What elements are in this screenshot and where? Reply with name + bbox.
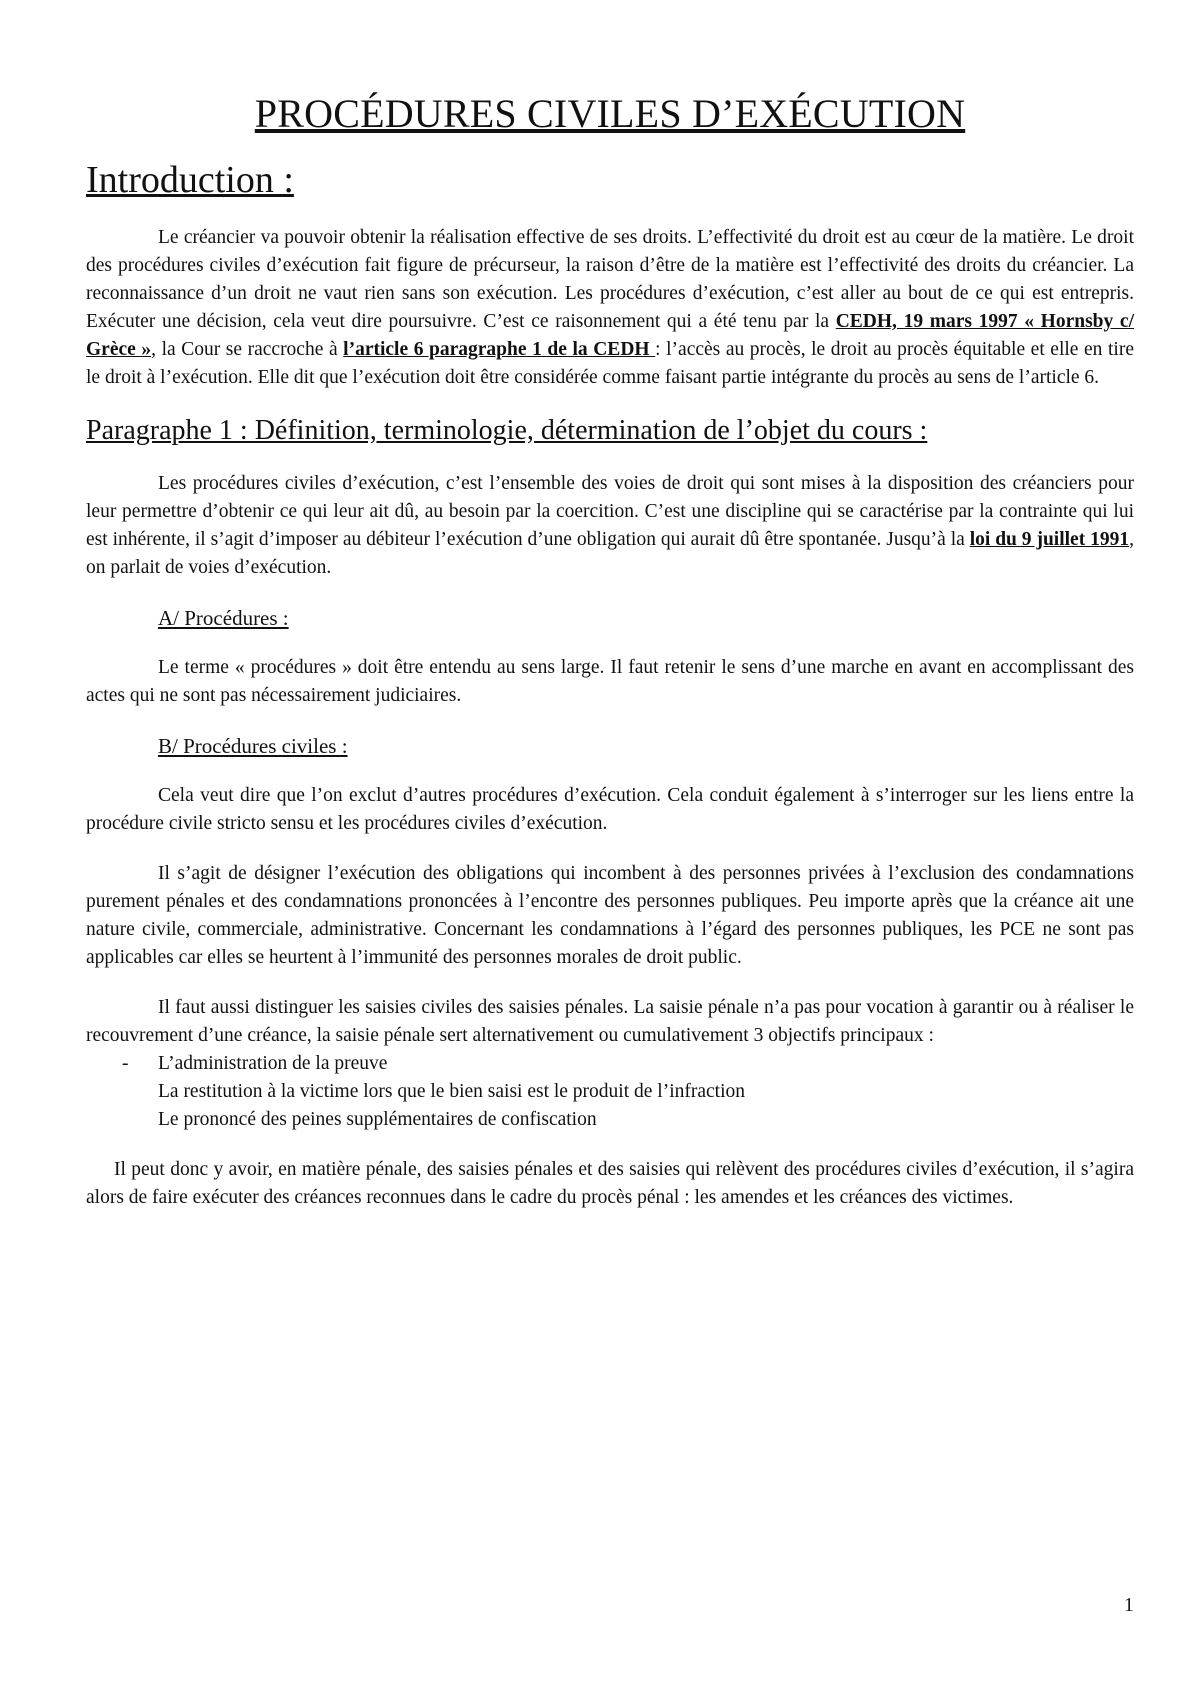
intro-text-1: Le créancier va pouvoir obtenir la réalisation effective de ses droits. L’effectivité du droit est au cœur de la matière. Le droit des procédures civiles d’exécution fait figure de précurseur, la raison d’être de la matière est l’effectivité des droits du créancier. La reconnaissance d’un droit ne vaut rien sans son exécution. Les procédures d’exécution, c’est aller au bout de ce qui est entrepris. Exécuter une décision, cela veut dire poursuivre. C’est ce raisonnement qui a été tenu par la	[86, 227, 1134, 332]
paragraph-1-heading: Paragraphe 1 : Définition, terminologie, détermination de l’objet du cours :	[86, 415, 928, 446]
introduction-paragraph	[86, 224, 1134, 392]
subsection-b-paragraph-2: Il s’agit de désigner l’exécution des obligations qui incombent à des personnes privées à l’exclusion des condamnations purement pénales et des condamnations prononcées à l’encontre des personnes publiques. Peu importe après que la créance ait une nature civile, commerciale, administrative. Concernant les condamnations à l’égard des personnes publiques, les PCE ne sont pas applicables car elles se heurtent à l’immunité des personnes morales de droit public.	[86, 863, 1134, 968]
reference-article-6: l’article 6 paragraphe 1 de la CEDH	[343, 339, 656, 360]
definition-text-2: , on parlait de voies d’exécution.	[86, 529, 1134, 578]
definition-text-1: Les procédures civiles d’exécution, c’est l’ensemble des voies de droit qui sont mises à la disposition des créanciers pour leur permettre d’obtenir ce qui leur ait dû, au besoin par la coercition. C’est une discipline qui se caractérise par la contrainte qui lui est inhérente, il s’agit d’imposer au débiteur l’exécution d’une obligation qui aurait dû être spontanée. Jusqu’à la	[86, 473, 1134, 550]
page-content	[86, 90, 1134, 1212]
reference-loi-1991: loi du 9 juillet 1991	[969, 529, 1130, 550]
reference-cedh-hornsby: CEDH, 19 mars 1997 « Hornsby c/ Grèce »	[86, 311, 1135, 360]
subsection-b-paragraph-3: Il faut aussi distinguer les saisies civiles des saisies pénales. La saisie pénale n’a pas pour vocation à garantir ou à réaliser le recouvrement d’une créance, la saisie pénale sert alternativement ou cumulativement 3 objectifs principaux :	[86, 997, 1134, 1046]
introduction-heading: Introduction :	[86, 159, 294, 201]
subsection-b-paragraph-1: Cela veut dire que l’on exclut d’autres procédures d’exécution. Cela conduit également à s’interroger sur les liens entre la procédure civile stricto sensu et les procédures civiles d’exécution.	[86, 785, 1134, 834]
intro-text-3: : l’accès au procès, le droit au procès équitable et elle en tire le droit à l’exécution. Elle dit que l’exécution doit être considérée comme faisant partie intégrante du procès au sens de l’article 6.	[86, 339, 1134, 388]
list-item: Le prononcé des peines supplémentaires de confiscation	[158, 1109, 597, 1130]
subsection-b-paragraph-4: Il peut donc y avoir, en matière pénale, des saisies pénales et des saisies qui relèvent des procédures civiles d’exécution, il s’agira alors de faire exécuter des créances reconnues dans le cadre du procès pénal : les amendes et les créances des victimes.	[86, 1159, 1134, 1208]
list-item: - L’administration de la preuve	[86, 1050, 1134, 1078]
list-item: La restitution à la victime lors que le bien saisi est le produit de l’infraction	[158, 1081, 745, 1102]
subsection-a-heading: A/ Procédures :	[158, 606, 289, 630]
definition-paragraph	[86, 470, 1134, 582]
subsection-b-heading: B/ Procédures civiles :	[158, 734, 348, 758]
subsection-a-paragraph: Le terme « procédures » doit être entendu au sens large. Il faut retenir le sens d’une marche en avant en accomplissant des actes qui ne sont pas nécessairement judiciaires.	[86, 657, 1134, 706]
objectives-list	[86, 1050, 1134, 1134]
document-title: PROCÉDURES CIVILES D’EXÉCUTION	[254, 91, 966, 136]
intro-text-2: , la Cour se raccroche à	[151, 339, 344, 360]
page-number: 1	[1124, 1595, 1134, 1616]
list-dash: -	[122, 1053, 129, 1074]
